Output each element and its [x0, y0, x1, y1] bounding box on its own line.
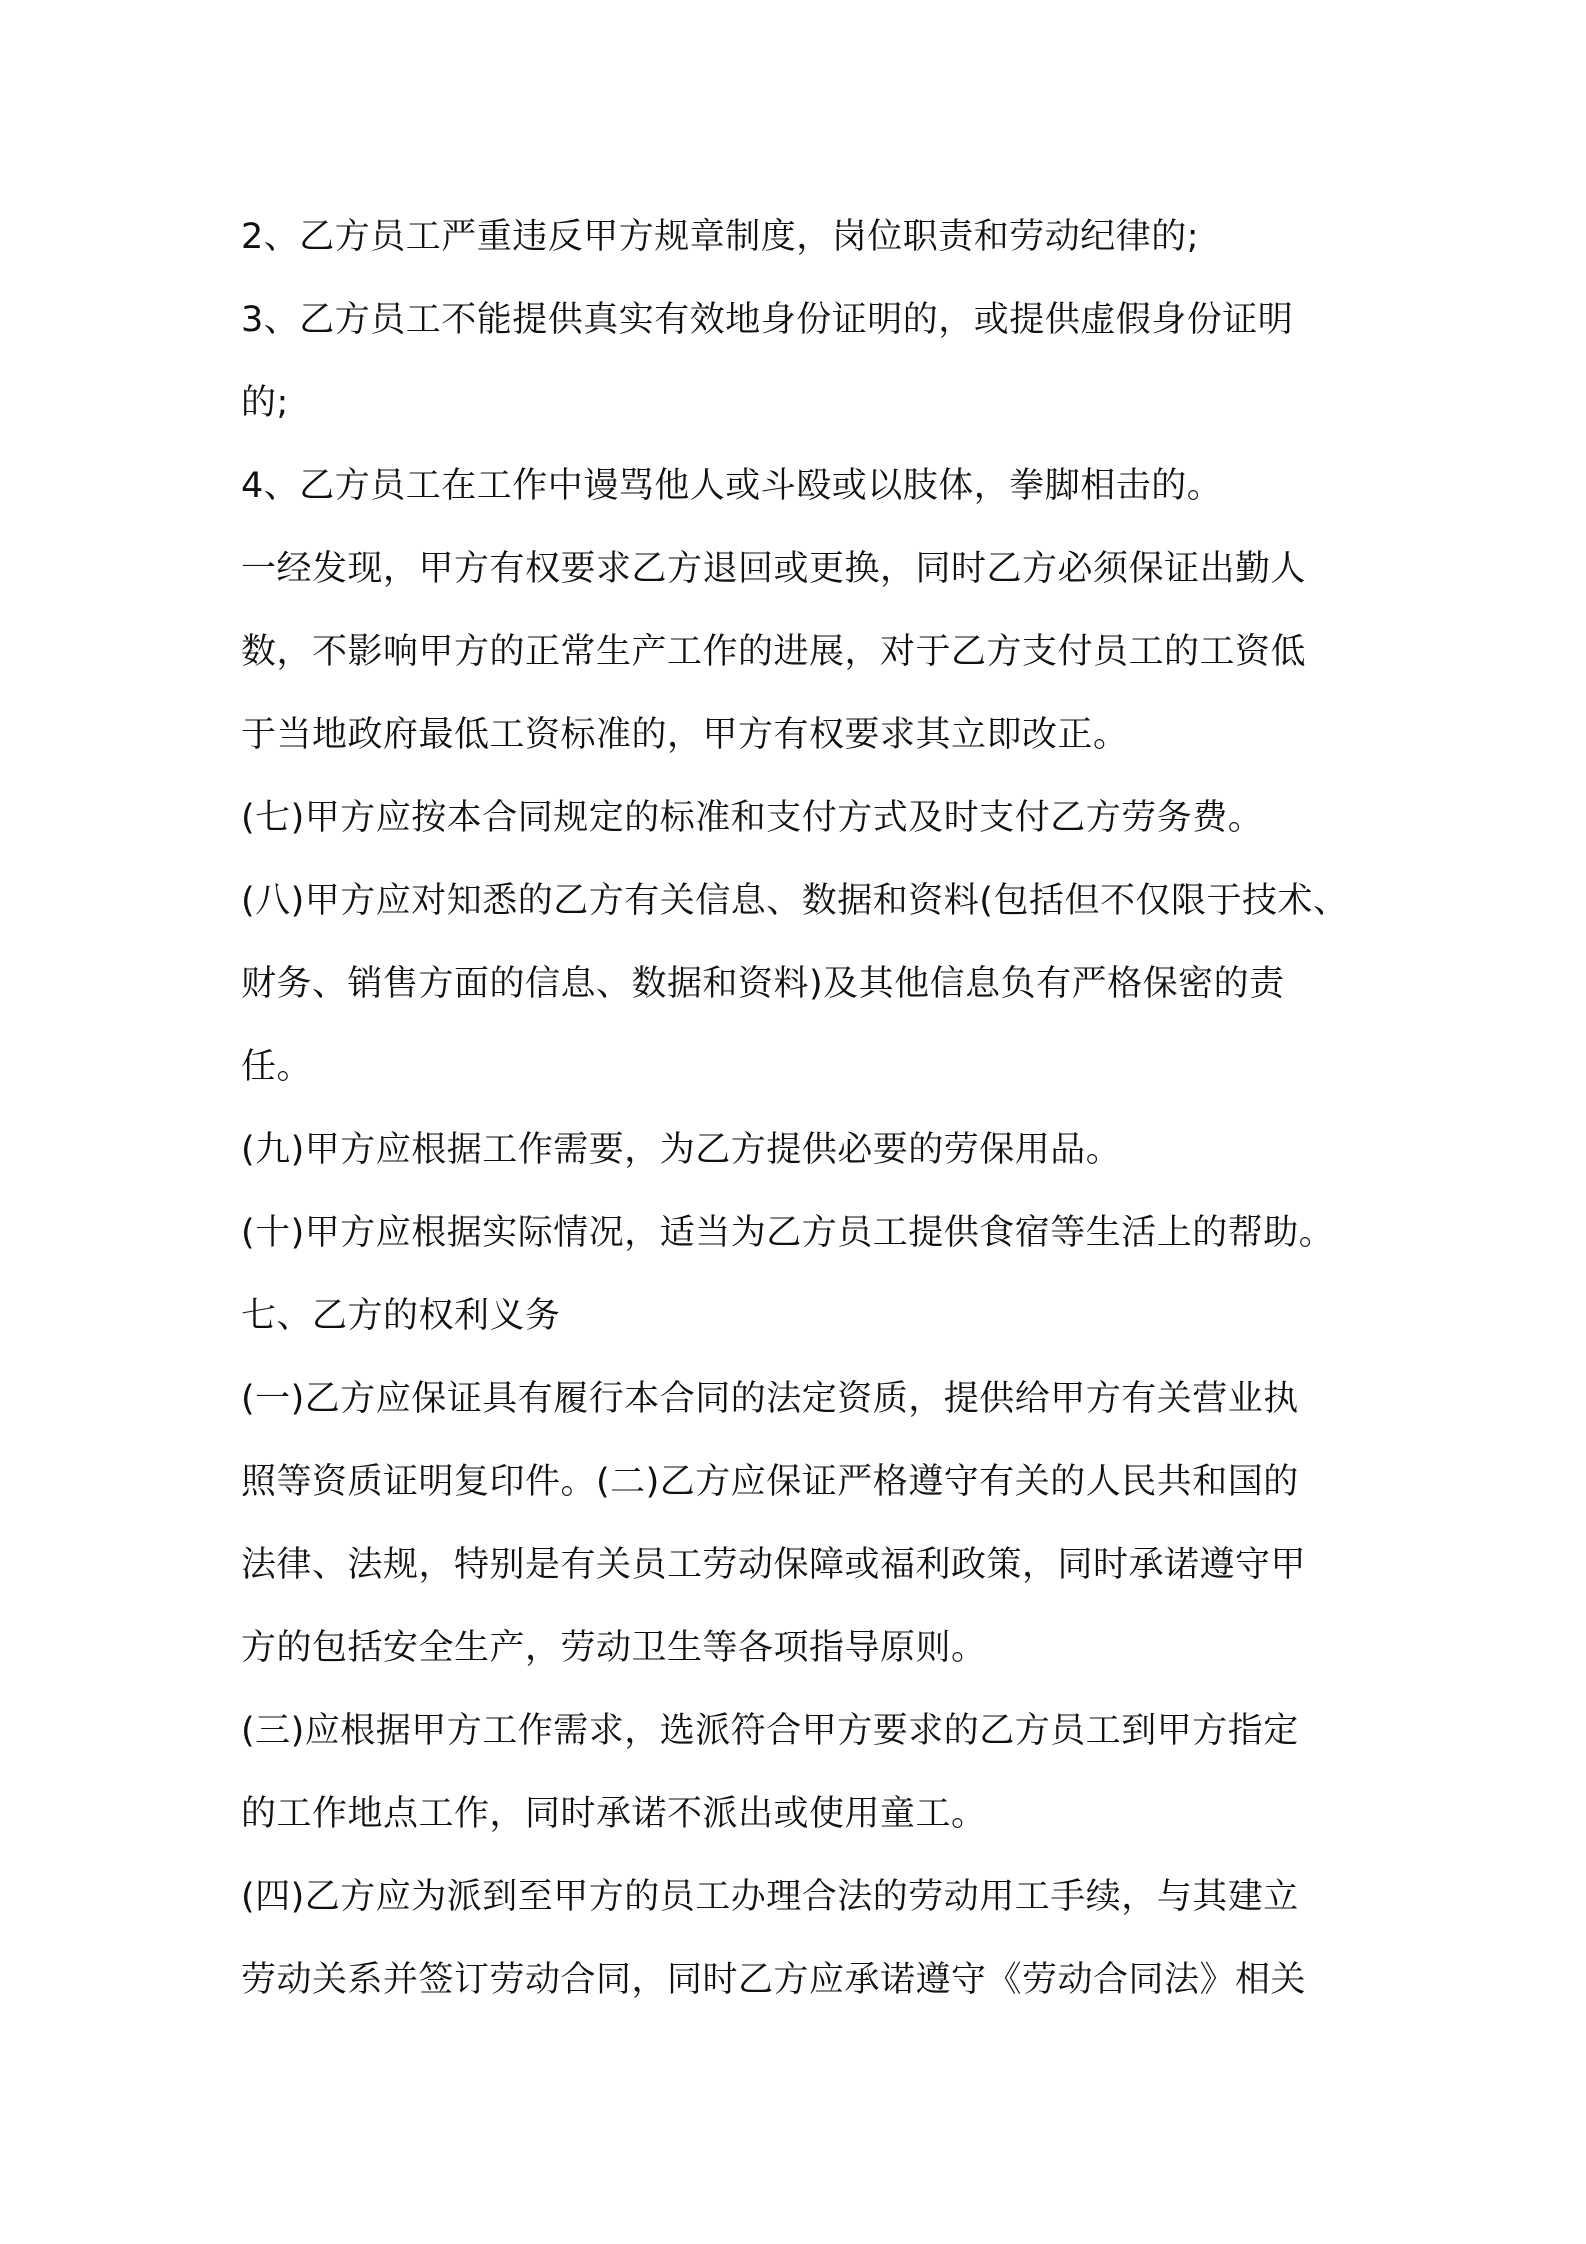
text-line: 方的包括安全生产，劳动卫生等各项指导原则。	[241, 1628, 987, 1668]
text-line: 任。	[241, 1047, 313, 1087]
text-line: 数，不影响甲方的正常生产工作的进展，对于乙方支付员工的工资低	[241, 632, 1307, 672]
text-line: (九)甲方应根据工作需要，为乙方提供必要的劳保用品。	[241, 1130, 1122, 1170]
section-heading: 七、乙方的权利义务	[241, 1296, 561, 1336]
text-line: (一)乙方应保证具有履行本合同的法定资质，提供给甲方有关营业执	[241, 1379, 1299, 1419]
text-line: (三)应根据甲方工作需求，选派符合甲方要求的乙方员工到甲方指定	[241, 1711, 1299, 1751]
text-line: 劳动关系并签订劳动合同，同时乙方应承诺遵守《劳动合同法》相关	[241, 1960, 1307, 2000]
text-line: 的;	[241, 383, 289, 423]
text-line: 的工作地点工作，同时承诺不派出或使用童工。	[241, 1794, 987, 1834]
text-line: (十)甲方应根据实际情况，适当为乙方员工提供食宿等生活上的帮助。	[241, 1213, 1335, 1253]
document-body	[241, 196, 1381, 2022]
text-line: 法律、法规，特别是有关员工劳动保障或福利政策，同时承诺遵守甲	[241, 1545, 1307, 1585]
text-line: 4、乙方员工在工作中谩骂他人或斗殴或以肢体，拳脚相击的。	[241, 466, 1223, 506]
text-line: (七)甲方应按本合同规定的标准和支付方式及时支付乙方劳务费。	[241, 798, 1264, 838]
text-line: 一经发现，甲方有权要求乙方退回或更换，同时乙方必须保证出勤人	[241, 549, 1307, 589]
text-line: 3、乙方员工不能提供真实有效地身份证明的，或提供虚假身份证明	[241, 300, 1294, 340]
text-line: 2、乙方员工严重违反甲方规章制度，岗位职责和劳动纪律的;	[241, 217, 1200, 257]
text-line: 财务、销售方面的信息、数据和资料)及其他信息负有严格保密的责	[241, 964, 1285, 1004]
text-line: (四)乙方应为派到至甲方的员工办理合法的劳动用工手续，与其建立	[241, 1877, 1299, 1917]
text-line: 照等资质证明复印件。(二)乙方应保证严格遵守有关的人民共和国的	[241, 1462, 1299, 1502]
text-line: (八)甲方应对知悉的乙方有关信息、数据和资料(包括但不仅限于技术、	[241, 881, 1349, 921]
text-line: 于当地政府最低工资标准的，甲方有权要求其立即改正。	[241, 715, 1129, 755]
